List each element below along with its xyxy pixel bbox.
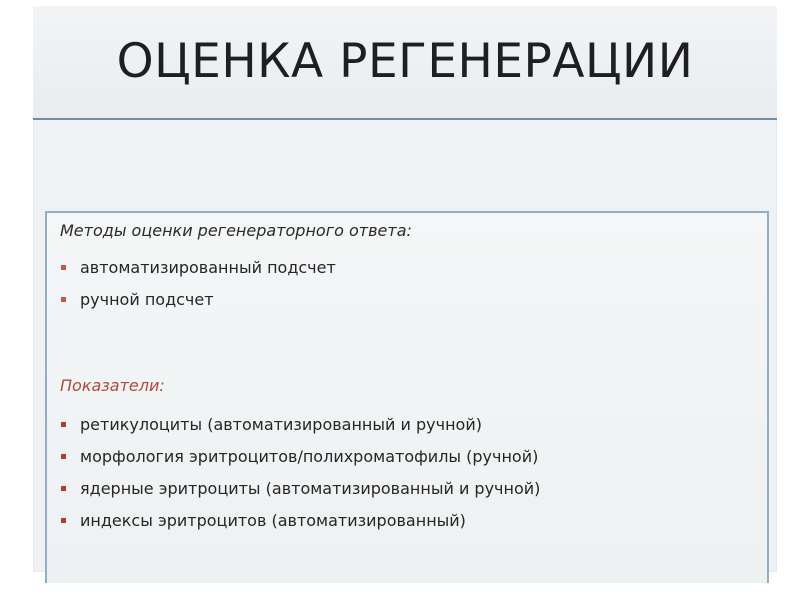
bullet-icon [61,422,66,427]
list-item [60,252,336,284]
list-item [60,441,540,473]
bullet-icon [61,486,66,491]
bullet-icon [61,297,66,302]
bullet-icon [61,265,66,270]
list-item-text: ядерные эритроциты (автоматизированный и ручной) [80,479,541,498]
list-item [60,284,336,316]
bullet-icon [61,454,66,459]
indicators-heading: Показатели: [60,376,165,395]
list-item-text: автоматизированный подсчет [80,258,336,277]
list-item [60,473,540,505]
bullet-icon [61,518,66,523]
methods-list [60,252,336,316]
methods-heading: Методы оценки регенераторного ответа: [60,221,412,240]
list-item [60,409,540,441]
list-item-text: ручной подсчет [80,290,214,309]
list-item-text: морфология эритроцитов/полихроматофилы (ручной) [80,447,539,466]
title-band [33,6,777,118]
list-item-text: ретикулоциты (автоматизированный и ручной) [80,415,482,434]
list-item [60,505,540,537]
slide-title: ОЦЕНКА РЕГЕНЕРАЦИИ [116,34,694,89]
list-item-text: индексы эритроцитов (автоматизированный) [80,511,466,530]
title-divider [33,118,777,120]
indicators-list [60,409,540,537]
